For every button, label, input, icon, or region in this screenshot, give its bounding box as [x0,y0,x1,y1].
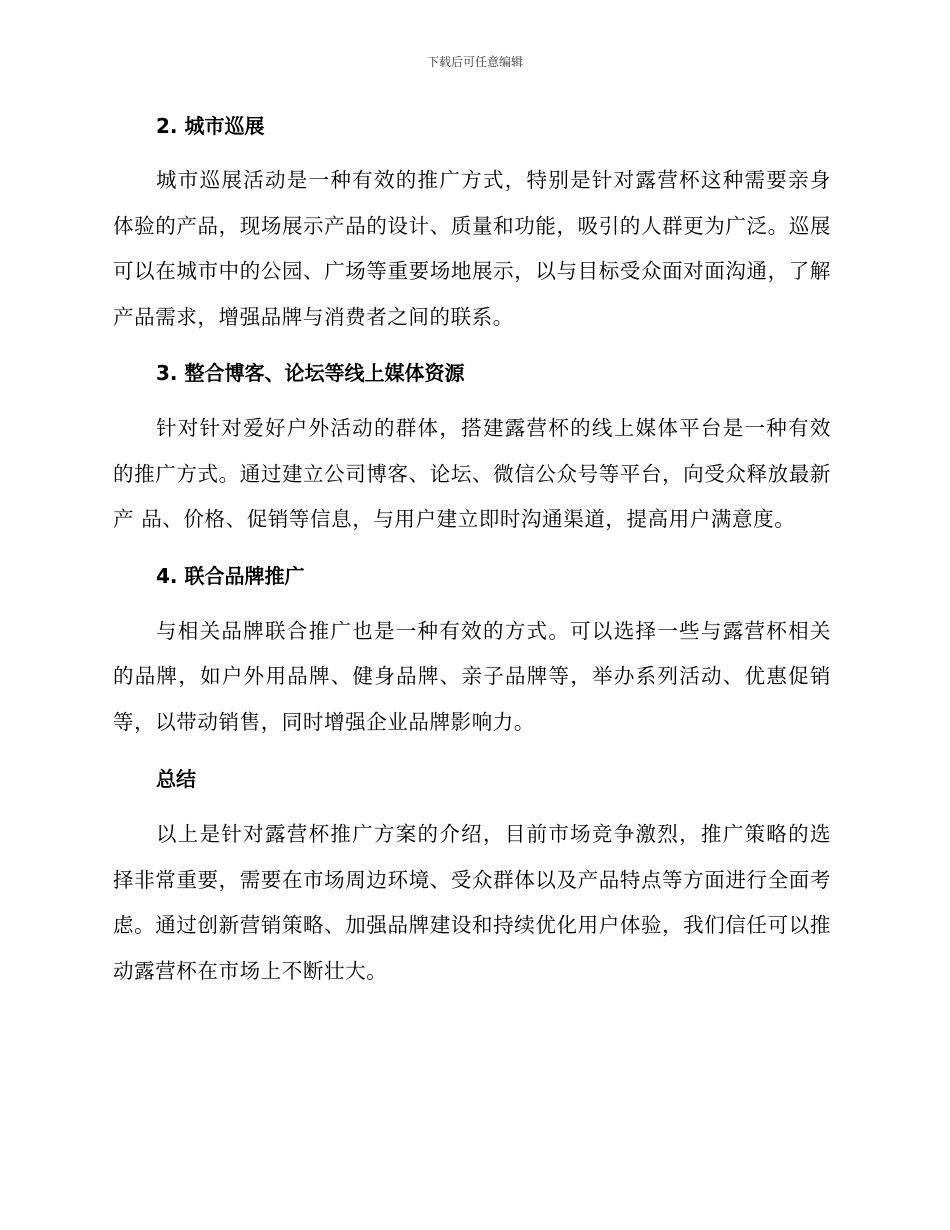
section-heading-city-tour: 2. 城市巡展 [156,114,265,138]
page-header: 下载后可任意编辑 [426,55,523,69]
section-paragraph-summary: 以上是针对露营杯推广方案的介绍，目前市场竞争激烈，推广策略的选择非常重要，需要在市场周边环境、受众群体以及产品特点等方面进行全面考虑。通过创新营销策略、加强品牌建设和持续优化用户体验，我们信任可以推动露营杯在市场上不断壮大。 [113,822,831,983]
section-heading-co-branding: 4. 联合品牌推广 [156,563,305,588]
section-paragraph-online-media: 针对针对爱好户外活动的群体，搭建露营杯的线上媒体平台是一种有效的推广方式。通过建立公司博客、论坛、微信公众号等平台，向受众释放最新产 品、价格、促销等信息，与用户建立即时沟通渠道，提高用户满意度。 [113,416,831,531]
section-heading-summary: 总结 [156,767,196,791]
section-paragraph-city-tour: 城市巡展活动是一种有效的推广方式，特别是针对露营杯这种需要亲身体验的产品，现场展示产品的设计、质量和功能，吸引的人群更为广泛。巡展可以在城市中的公园、广场等重要场地展示，以与目标受众面对面沟通，了解产品需求，增强品牌与消费者之间的联系。 [113,168,831,329]
section-paragraph-co-branding: 与相关品牌联合推广也是一种有效的方式。可以选择一些与露营杯相关的品牌，如户外用品牌、健身品牌、亲子品牌等，举办系列活动、优惠促销等，以带动销售，同时增强企业品牌影响力。 [113,618,831,734]
document-body [113,111,831,994]
section-heading-online-media: 3. 整合博客、论坛等线上媒体资源 [156,361,465,385]
